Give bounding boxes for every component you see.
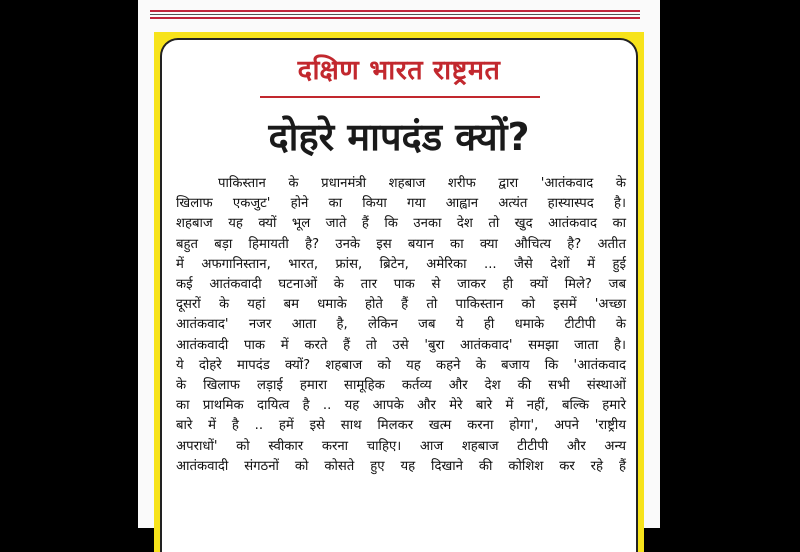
article-line: दूसरों के यहां बम धमाके होते हैं तो पाकिस्तान को इसमें 'अच्छा <box>176 297 626 313</box>
article-line: ये दोहरे मापदंड क्यों? शहबाज को यह कहने के बजाय कि 'आतंकवाद <box>176 357 626 373</box>
article-line: का प्राथमिक दायित्व है .. यह आपके और मेरे बारे में नहीं, बल्कि हमारे <box>176 398 626 414</box>
article-line: बारे में है .. हमें इसे साथ मिलकर खत्म करना होगा', अपने 'राष्ट्रीय <box>176 418 626 434</box>
masthead-title: दक्षिण भारत राष्ट्रमत <box>297 55 501 86</box>
article-line: आतंकवाद' नजर आता है, लेकिन जब ये ही धमाके टीटीपी के <box>176 317 626 333</box>
article-line: शहबाज यह क्यों भूल जाते हैं कि उनका देश तो खुद आतंकवाद का <box>176 216 626 232</box>
top-red-rule-2 <box>150 17 640 19</box>
editorial-headline: दोहरे मापदंड क्यों? <box>268 115 530 159</box>
masthead-underline <box>260 96 540 98</box>
article-body <box>176 174 626 477</box>
editorial-box <box>154 32 644 552</box>
newspaper-page <box>138 0 660 528</box>
article-line: खिलाफ एकजुट' होने का किया गया आह्वान अत्यंत हास्यास्पद है। <box>176 196 626 212</box>
article-line: के खिलाफ लड़ाई हमारा सामूहिक कर्तव्य और देश की सभी संस्थाओं <box>176 378 626 394</box>
article-line: बहुत बड़ा हिमायती है? उनके इस बयान का क्या औचित्य है? अतीत <box>176 236 626 252</box>
article-line: अपराधों' को स्वीकार करना चाहिए। आज शहबाज टीटीपी और अन्य <box>176 438 626 454</box>
article-line: आतंकवादी संगठनों को कोसते हुए यह दिखाने की कोशिश कर रहे हैं <box>176 458 626 474</box>
article-line: में अफगानिस्तान, भारत, फ्रांस, ब्रिटेन, अमेरिका ... जैसे देशों में हुई <box>176 256 626 272</box>
editorial-inner-panel <box>160 38 638 552</box>
article-line: आतंकवादी पाक में करते हैं तो उसे 'बुरा आतंकवाद' समझा जाता है। <box>176 337 626 353</box>
top-thin-rule <box>150 14 640 15</box>
article-line: कई आतंकवादी घटनाओं के तार पाक से जाकर ही क्यों मिले? जब <box>176 277 626 293</box>
article-line: पाकिस्तान के प्रधानमंत्री शहबाज शरीफ द्वारा 'आतंकवाद के <box>218 176 626 191</box>
top-red-rule <box>150 10 640 12</box>
